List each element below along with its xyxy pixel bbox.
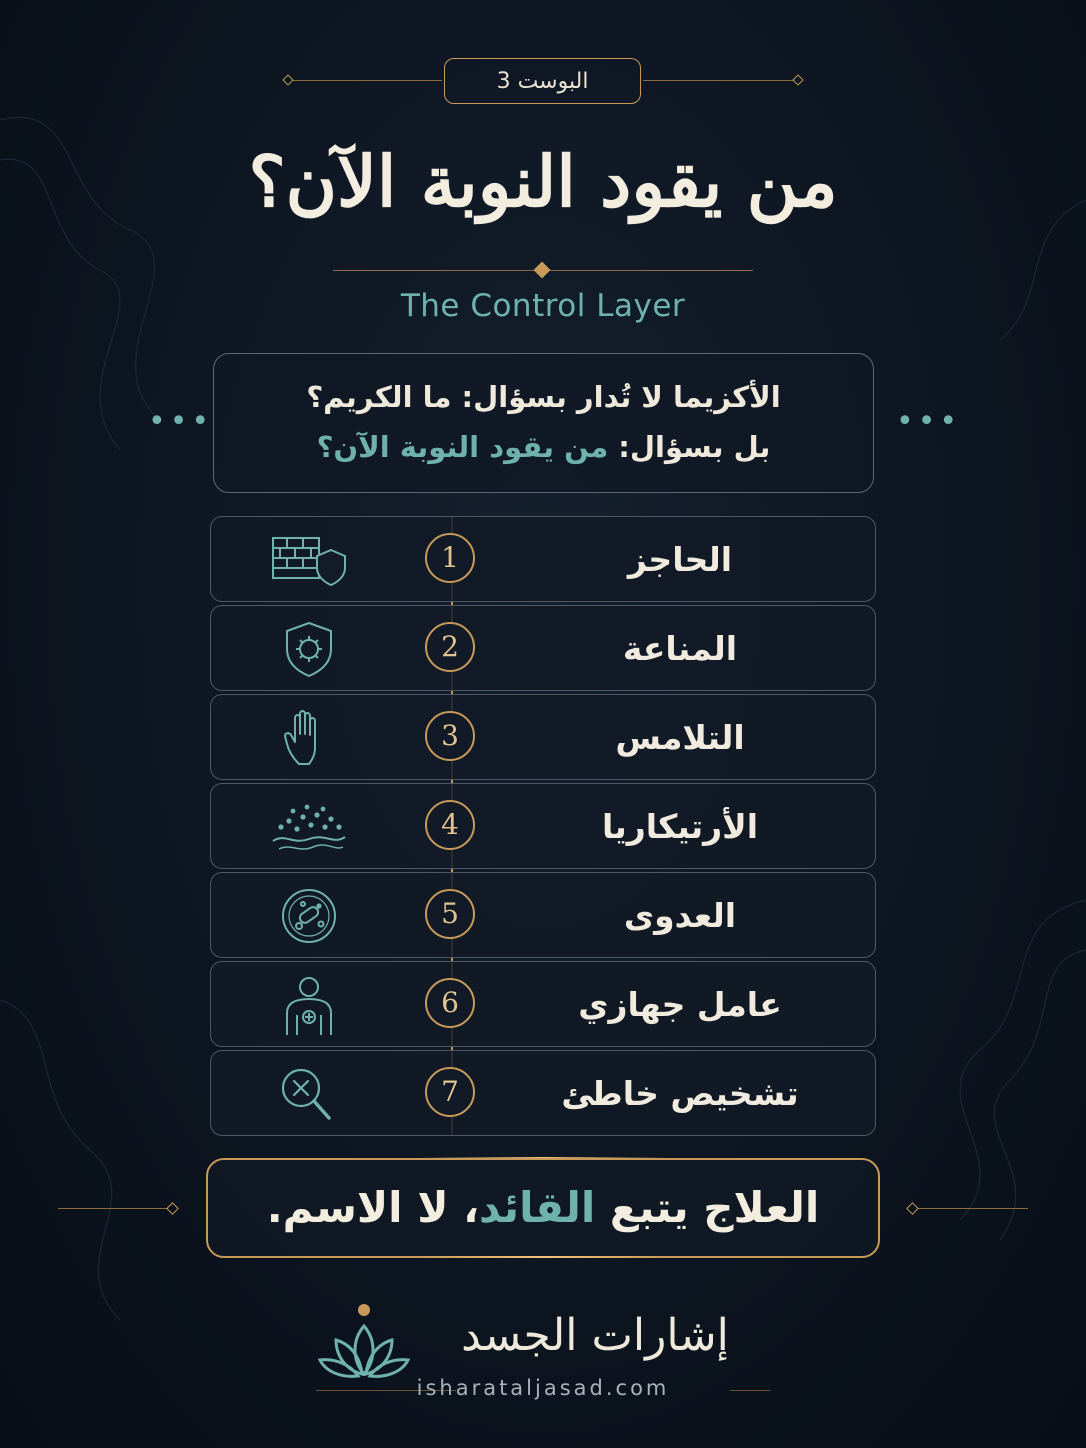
lotus-logo-icon xyxy=(318,1300,410,1384)
conclusion-box xyxy=(206,1158,880,1258)
intro-box xyxy=(213,353,874,493)
item-number: 3 xyxy=(425,711,475,761)
left-dots-decoration: ••• xyxy=(148,404,214,439)
page-subtitle: The Control Layer xyxy=(400,288,686,324)
list-item xyxy=(210,1050,876,1136)
intro-line-2-prefix: بل بسؤال: xyxy=(608,430,771,464)
list-item xyxy=(210,783,876,869)
conclusion-right-diamond xyxy=(906,1202,919,1215)
conclusion-left-diamond xyxy=(166,1202,179,1215)
title-diamond xyxy=(534,262,551,279)
hand-icon xyxy=(269,708,349,768)
list-item xyxy=(210,961,876,1047)
item-number: 2 xyxy=(425,622,475,672)
item-number: 6 xyxy=(425,978,475,1028)
item-label: تشخيص خاطئ xyxy=(561,1074,799,1113)
intro-line-2 xyxy=(214,426,873,468)
list-item xyxy=(210,872,876,958)
list-item xyxy=(210,516,876,602)
body-icon xyxy=(269,975,349,1035)
conclusion-right-rule xyxy=(918,1208,1028,1209)
intro-line-2-highlight: من يقود النوبة الآن؟ xyxy=(316,430,609,464)
shield-virus-icon xyxy=(269,619,349,679)
badge-right-rule xyxy=(643,80,793,81)
bacteria-icon xyxy=(269,886,349,946)
conclusion-left-rule xyxy=(58,1208,168,1209)
page-title: من يقود النوبة الآن؟ xyxy=(248,140,838,223)
item-number: 5 xyxy=(425,889,475,939)
list-item xyxy=(210,605,876,691)
item-label: عامل جهازي xyxy=(578,985,782,1024)
skin-hives-icon xyxy=(269,797,349,857)
conclusion-prefix: العلاج يتبع xyxy=(595,1183,820,1232)
item-label: المناعة xyxy=(622,629,738,668)
badge-left-rule xyxy=(292,80,442,81)
conclusion-bottom-glow xyxy=(420,1256,666,1258)
item-label: الأرتيكاريا xyxy=(601,807,759,846)
right-dots-decoration: ••• xyxy=(896,404,962,439)
badge-right-diamond xyxy=(792,74,803,85)
search-x-icon xyxy=(269,1064,349,1124)
conclusion-highlight: القائد xyxy=(479,1183,596,1232)
conclusion-suffix: ، لا الاسم. xyxy=(266,1183,480,1232)
list-item xyxy=(210,694,876,780)
post-badge: البوست 3 xyxy=(444,58,641,104)
badge-left-diamond xyxy=(282,74,293,85)
brand-name: إشارات الجسد xyxy=(461,1310,729,1361)
item-number: 4 xyxy=(425,800,475,850)
brick-wall-shield-icon xyxy=(269,530,349,590)
item-label: التلامس xyxy=(615,718,745,757)
item-number: 7 xyxy=(425,1067,475,1117)
intro-line-1: الأكزيما لا تُدار بسؤال: ما الكريم؟ xyxy=(306,380,781,414)
item-number: 1 xyxy=(425,533,475,583)
item-label: الحاجز xyxy=(627,540,733,579)
item-label: العدوى xyxy=(623,896,737,935)
website-url[interactable]: isharataljasad.com xyxy=(416,1376,670,1400)
